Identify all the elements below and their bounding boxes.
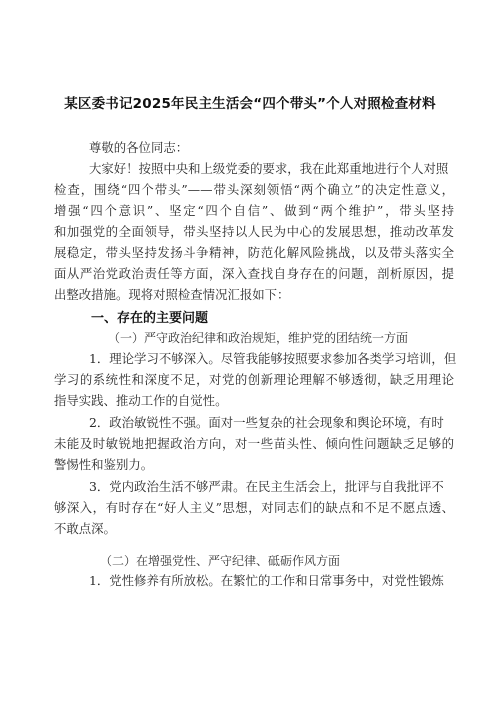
item1-line-3: 指导实践、推动工作的自觉性。 xyxy=(54,393,228,408)
item2-line-2: 未能及时敏锐地把握政治方向，对一些苗头性、倾向性问题缺乏足够的 xyxy=(54,436,454,451)
item1-line-1: 1．理论学习不够深入。尽管我能够按照要求参加各类学习培训，但 xyxy=(89,351,457,366)
subsection-heading-1: （一）严守政治纪律和政治规矩，维护党的团结统一方面 xyxy=(108,331,409,345)
item4-line-1: 1．党性修养有所放松。在繁忙的工作和日常事务中，对党性锻炼 xyxy=(89,573,444,588)
intro-line-2: 检查，围绕“四个带头”——带头深刻领悟“两个确立”的决定性意义， xyxy=(54,182,454,197)
document-title: 某区委书记2025年民主生活会“四个带头”个人对照检查材料 xyxy=(64,96,436,112)
intro-line-7: 出整改措施。现将对照检查情况汇报如下： xyxy=(54,287,290,302)
intro-line-3: 增强“四个意识”、坚定“四个自信”、做到“两个维护”，带头坚持 xyxy=(54,203,454,218)
intro-line-1: 大家好！按照中央和上级党委的要求，我在此郑重地进行个人对照 xyxy=(89,161,449,176)
subsection-heading-2: （二）在增强党性、严守纪律、砥砺作风方面 xyxy=(100,554,341,568)
intro-line-5: 展稳定，带头坚持发扬斗争精神，防范化解风险挑战，以及带头落实全 xyxy=(54,245,454,260)
item3-line-2: 够深入，有时存在“好人主义”思想，对同志们的缺点和不足不愿点透、 xyxy=(54,500,454,515)
salutation: 尊敬的各位同志： xyxy=(89,140,189,155)
item3-line-3: 不敢点深。 xyxy=(54,521,116,536)
item2-line-1: 2．政治敏锐性不强。面对一些复杂的社会现象和舆论环境，有时 xyxy=(89,415,444,430)
item1-line-2: 学习的系统性和深度不足，对党的创新理论理解不够透彻，缺乏用理论 xyxy=(54,372,454,387)
intro-line-6: 面从严治党政治责任等方面，深入查找自身存在的问题，剖析原因，提 xyxy=(54,266,454,281)
item3-line-1: 3．党内政治生活不够严肃。在民主生活会上，批评与自我批评不 xyxy=(89,479,444,494)
section-heading-problems: 一、存在的主要问题 xyxy=(91,311,209,326)
item2-line-3: 警惕性和鉴别力。 xyxy=(54,457,154,472)
intro-line-4: 和加强党的全面领导，带头坚持以人民为中心的发展思想，推动改革发 xyxy=(54,224,454,239)
